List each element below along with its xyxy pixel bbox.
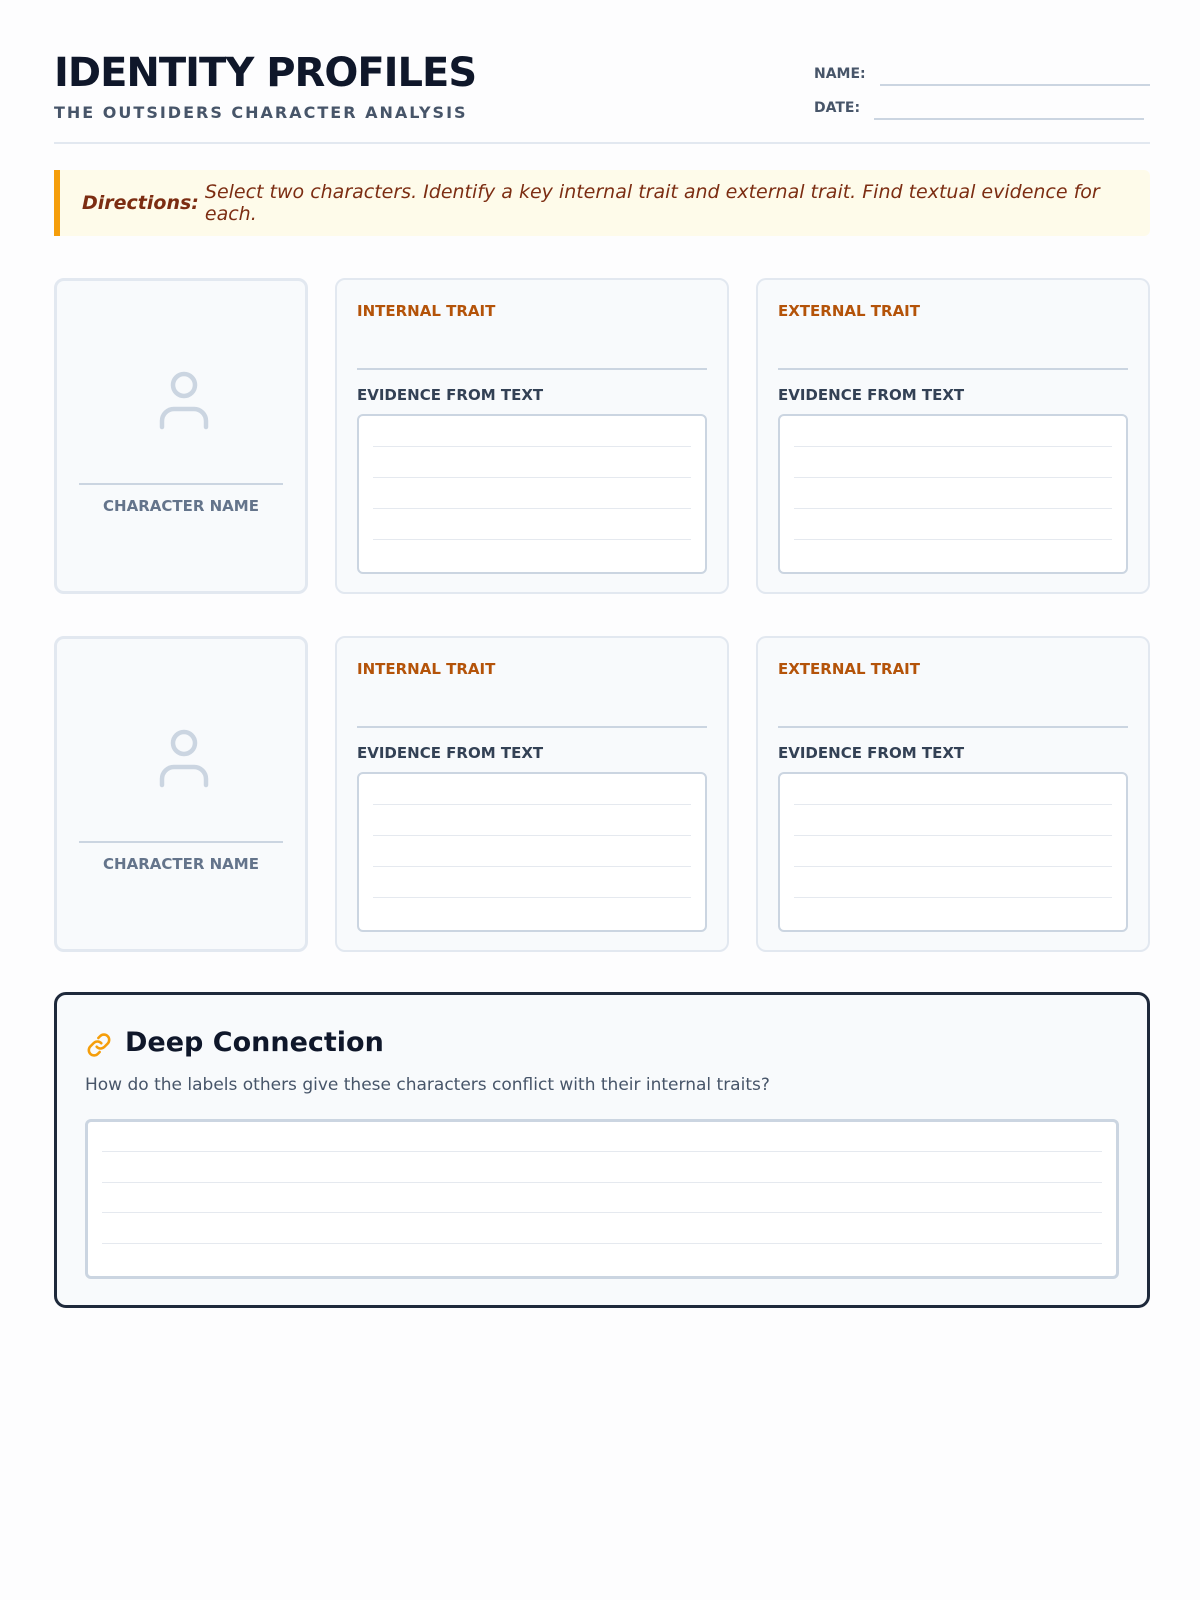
internal-trait-label: INTERNAL TRAIT (357, 302, 496, 320)
external-trait-field[interactable] (778, 726, 1128, 728)
directions-callout (54, 170, 1150, 236)
page-subtitle: THE OUTSIDERS CHARACTER ANALYSIS (54, 103, 468, 122)
evidence-label: EVIDENCE FROM TEXT (357, 386, 544, 404)
deep-connection-response-box[interactable] (85, 1119, 1119, 1279)
external-trait-card (756, 278, 1150, 594)
internal-trait-card (335, 636, 729, 952)
writing-line (373, 508, 691, 509)
worksheet-header (54, 0, 1150, 144)
external-trait-field[interactable] (778, 368, 1128, 370)
internal-trait-card (335, 278, 729, 594)
internal-trait-field[interactable] (357, 368, 707, 370)
character-name-label: CHARACTER NAME (103, 497, 259, 515)
writing-line (794, 477, 1112, 478)
name-row (814, 62, 1150, 96)
student-info (814, 62, 1150, 130)
character-card[interactable] (54, 636, 308, 952)
external-trait-label: EXTERNAL TRAIT (778, 302, 920, 320)
date-label: DATE: (814, 100, 861, 116)
person-icon (156, 369, 212, 431)
profile-row (54, 278, 1150, 594)
writing-line (794, 508, 1112, 509)
writing-line (102, 1182, 1102, 1183)
evidence-label: EVIDENCE FROM TEXT (778, 386, 965, 404)
evidence-textarea[interactable] (357, 414, 707, 574)
writing-line (373, 477, 691, 478)
writing-line (102, 1151, 1102, 1152)
writing-line (373, 446, 691, 447)
writing-line (794, 897, 1112, 898)
writing-line (102, 1243, 1102, 1244)
writing-line (794, 835, 1112, 836)
deep-connection-question: How do the labels others give these characters conflict with their internal traits? (85, 1075, 770, 1095)
deep-connection-title: Deep Connection (125, 1027, 384, 1058)
character-name-field[interactable] (79, 483, 283, 485)
writing-line (794, 804, 1112, 805)
internal-trait-label: INTERNAL TRAIT (357, 660, 496, 678)
directions-label: Directions: (82, 192, 199, 214)
evidence-label: EVIDENCE FROM TEXT (357, 744, 544, 762)
writing-line (373, 804, 691, 805)
writing-line (794, 446, 1112, 447)
writing-line (373, 539, 691, 540)
deep-connection-section (54, 992, 1150, 1308)
writing-line (373, 897, 691, 898)
link-icon (85, 1031, 113, 1059)
external-trait-label: EXTERNAL TRAIT (778, 660, 920, 678)
writing-line (102, 1212, 1102, 1213)
character-name-field[interactable] (79, 841, 283, 843)
writing-line (794, 539, 1112, 540)
worksheet-page (54, 0, 1150, 1095)
evidence-textarea[interactable] (778, 414, 1128, 574)
writing-line (373, 866, 691, 867)
evidence-textarea[interactable] (778, 772, 1128, 932)
evidence-label: EVIDENCE FROM TEXT (778, 744, 965, 762)
page-title: IDENTITY PROFILES (54, 50, 477, 96)
character-name-label: CHARACTER NAME (103, 855, 259, 873)
character-card[interactable] (54, 278, 308, 594)
person-icon (156, 727, 212, 789)
internal-trait-field[interactable] (357, 726, 707, 728)
directions-text: Select two characters. Identify a key internal trait and external trait. Find textual evidence for each. (204, 181, 1100, 225)
evidence-textarea[interactable] (357, 772, 707, 932)
name-field[interactable] (880, 84, 1150, 86)
writing-line (373, 835, 691, 836)
date-row (814, 96, 1150, 130)
profile-row (54, 636, 1150, 952)
name-label: NAME: (814, 66, 866, 82)
external-trait-card (756, 636, 1150, 952)
date-field[interactable] (874, 118, 1144, 120)
writing-line (794, 866, 1112, 867)
